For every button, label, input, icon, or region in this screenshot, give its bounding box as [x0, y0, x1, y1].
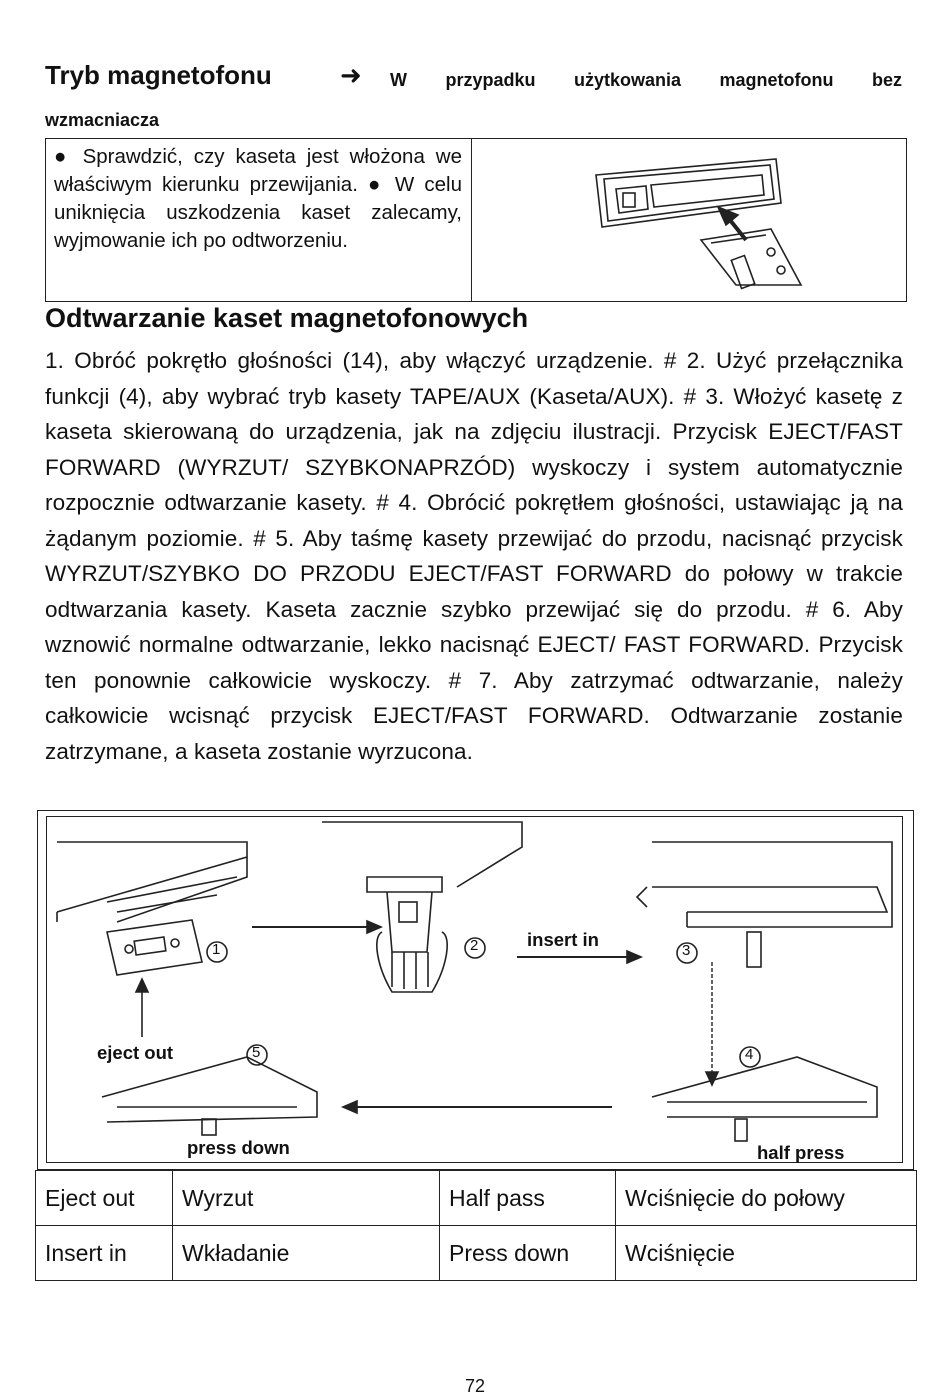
instructions-paragraph: 1. Obróć pokrętło głośności (14), aby włączyć urządzenie. # 2. Użyć przełącznika funkcji (4), aby wybrać tryb kasety TAPE/AUX (Kaseta/AUX). # 3. Włożyć kasetę z kaseta skierowaną do urządzenia, jak na zdjęciu ilustracji. Przycisk EJECT/FAST FORWARD (WYRZUT/ SZYBKONAPRZÓD) wyskoczy i system automatycznie rozpocznie odtwarzanie kasety. # 4. Obrócić pokrętłem głośności, ustawiając ją na żądanym poziomie. # 5. Aby taśmę kasety przewijać do przodu, nacisnąć przycisk WYRZUT/SZYBKO DO PRZODU EJECT/FAST FORWARD do połowy w trakcie odtwarzania kasety. Kaseta zacznie szybko przewijać się do przodu. # 6. Aby wznowić normalne odtwarzanie, lekko nacisnąć EJECT/ FAST FORWARD. Przycisk ten ponownie całkowicie wyskoczy. # 7. Aby zatrzymać odtwarzanie, należy całkowicie wcisnąć przycisk EJECT/FAST FORWARD. Odtwarzanie zostanie zatrzymane, a kaseta zostanie wyrzucona.: [45, 348, 903, 764]
step-2-number: 2: [470, 937, 479, 954]
eject-out-label: eject out: [97, 1042, 174, 1063]
table-row: [36, 1226, 917, 1281]
title-description-continued: wzmacniacza: [45, 110, 160, 130]
step-5-number: 5: [252, 1044, 261, 1061]
title-description: W przypadku użytkowania magnetofonu bez: [390, 70, 902, 90]
section-heading: Odtwarzanie kaset magnetofonowych: [45, 303, 529, 333]
operation-diagram: [37, 810, 914, 1170]
operation-diagram-inner: [46, 816, 903, 1163]
half-press-label: half press: [757, 1142, 845, 1163]
intro-box: [45, 138, 907, 302]
glossary-table: [35, 1170, 917, 1281]
step-3-number: 3: [682, 942, 691, 959]
table-cell: Press down: [440, 1226, 616, 1281]
table-cell: Wkładanie: [173, 1226, 440, 1281]
intro-text: ● Sprawdzić, czy kaseta jest włożona we właściwym kierunku przewijania. ● W celu uniknięcia uszkodzenia kaset zalecamy, wyjmowanie ich po odtworzeniu.: [54, 145, 462, 252]
table-cell: Eject out: [36, 1171, 173, 1226]
table-cell: Wciśnięcie: [616, 1226, 917, 1281]
page-number: 72: [464, 1376, 486, 1396]
table-cell: Wciśnięcie do połowy: [616, 1171, 917, 1226]
step-1-number: 1: [212, 941, 221, 958]
table-cell: Half pass: [440, 1171, 616, 1226]
table-cell: Insert in: [36, 1226, 173, 1281]
insert-in-label: insert in: [527, 929, 599, 950]
table-row: [36, 1171, 917, 1226]
press-down-label: press down: [187, 1137, 290, 1158]
page-title: Tryb magnetofonu: [45, 60, 272, 90]
step-4-number: 4: [745, 1046, 754, 1063]
table-cell: Wyrzut: [173, 1171, 440, 1226]
cassette-slot-illustration: [586, 145, 816, 295]
right-arrow-icon: ➜: [340, 60, 362, 90]
intro-divider: [471, 139, 472, 301]
